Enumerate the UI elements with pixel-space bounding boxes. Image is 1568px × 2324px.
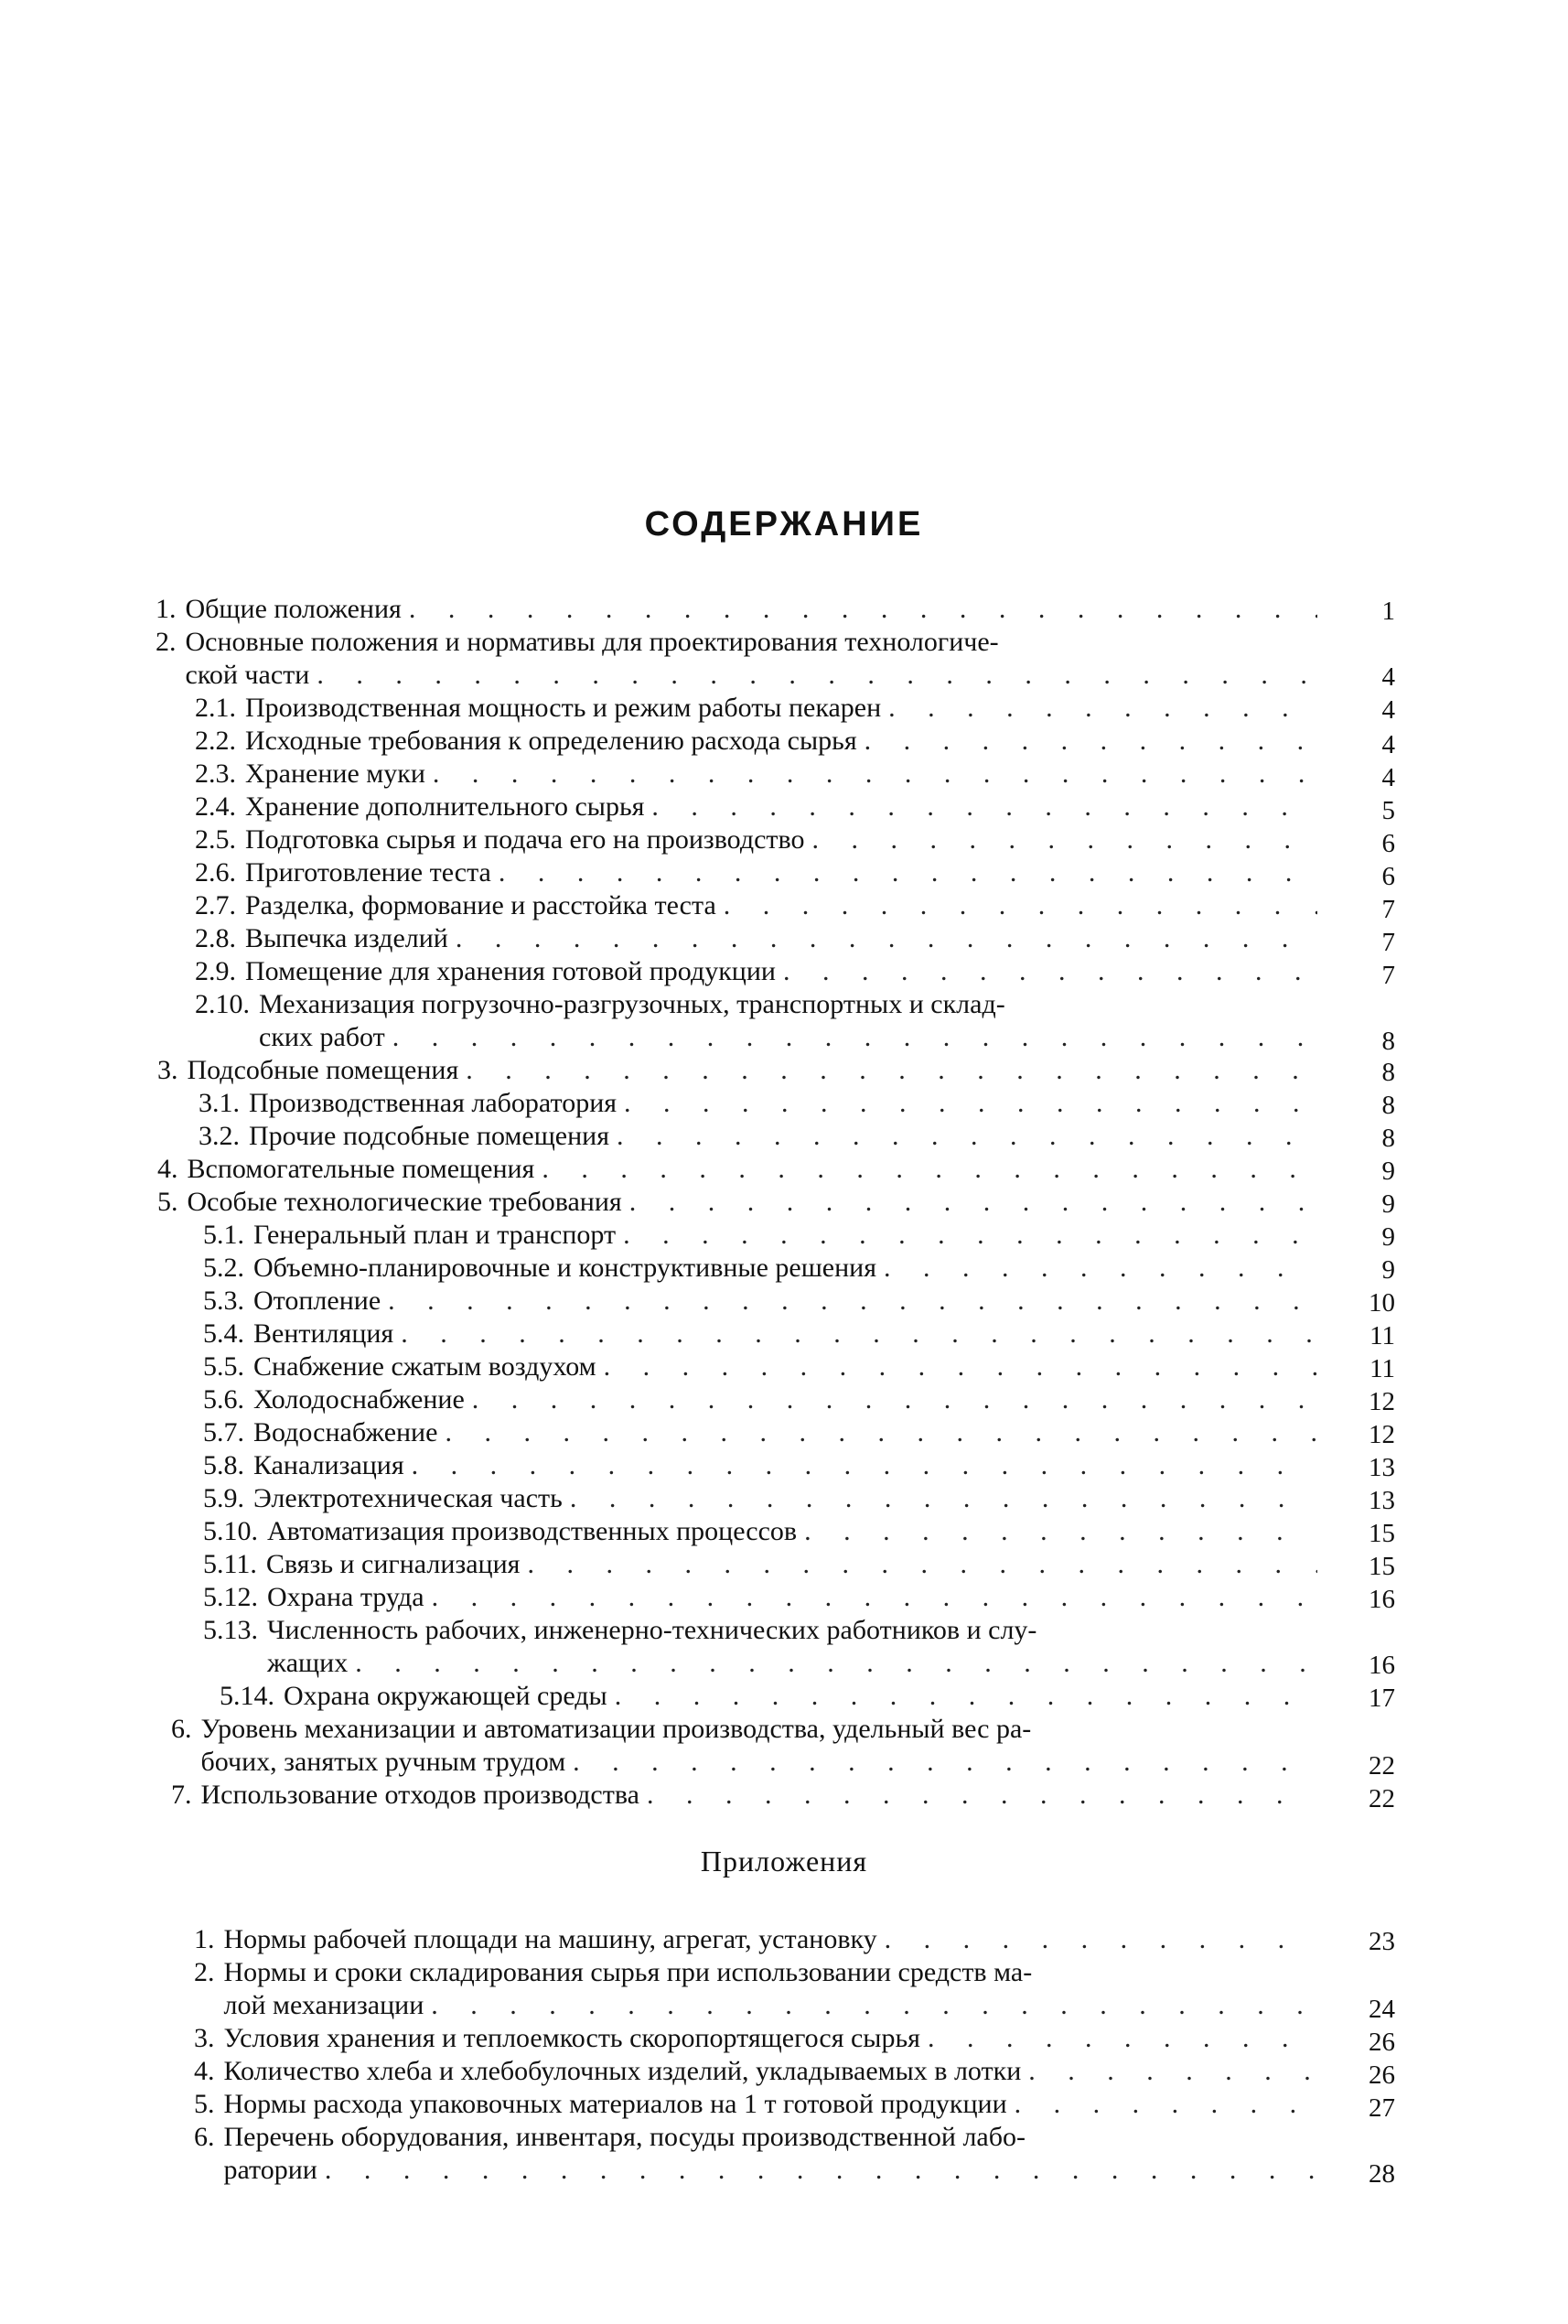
toc-number: 5.6. [203,1384,244,1415]
toc-title: Канализация [253,1450,404,1480]
toc-entry [195,922,1317,955]
toc-title: Электротехническая часть [253,1483,563,1513]
appendix-page-number: 28 [1369,2159,1395,2189]
toc-title: Охрана окружающей среды [284,1681,607,1711]
leader-dots [412,1449,1317,1482]
toc-entry [157,1054,1317,1087]
toc-title: Холодоснабжение [253,1384,465,1415]
appendix-title-continuation: ратории [223,2155,317,2185]
toc-entry [203,1252,1317,1285]
toc-title: Разделка, формование и расстойка теста [245,890,716,920]
toc-page-number: 1 [1381,597,1395,626]
toc-entry [156,626,1317,692]
toc-entry [195,823,1317,856]
toc-entry [199,1087,1317,1120]
appendix-title-continuation: лой механизации [223,1990,424,2020]
toc-page-number: 13 [1369,1486,1395,1515]
toc-number: 3.1. [199,1088,240,1118]
leader-dots [888,692,1317,725]
leader-dots [445,1416,1317,1449]
leader-dots [392,1021,1317,1054]
toc-number: 7. [171,1780,192,1810]
toc-title: Уровень механизации и автоматизации производства, удельный вес ра- [200,1714,1032,1744]
toc-entry [195,692,1317,725]
toc-page-number: 8 [1381,1058,1395,1087]
toc-title: Прочие подсобные помещения [249,1121,610,1151]
toc-title: Связь и сигнализация [265,1549,521,1579]
toc-number: 5.7. [203,1417,244,1447]
toc-page-number: 9 [1381,1255,1395,1285]
appendix-title: Нормы и сроки складирования сырья при использовании средств ма- [223,1957,1033,1987]
toc-number: 5.14. [220,1681,274,1711]
leader-dots [783,955,1317,988]
toc-number: 2.3. [195,759,236,789]
appendix-number: 4. [194,2056,215,2086]
toc-entry [203,1515,1317,1548]
leader-dots [570,1482,1317,1515]
leader-dots [623,1219,1317,1252]
leader-dots [651,791,1317,823]
toc-page-number: 7 [1381,928,1395,957]
toc-entry [195,955,1317,988]
toc-number: 3.2. [199,1121,240,1151]
toc-page-number: 8 [1381,1124,1395,1153]
toc-page-number: 9 [1381,1222,1395,1252]
toc-entry [195,725,1317,758]
toc-title: Отопление [253,1286,381,1316]
toc-entry [203,1449,1317,1482]
toc-entry [195,988,1317,1054]
toc-page-number: 4 [1381,695,1395,725]
toc-entry [195,758,1317,791]
appendix-page-number: 24 [1369,1995,1395,2024]
toc-page-number: 22 [1369,1784,1395,1813]
toc-page-number: 13 [1369,1453,1395,1482]
toc-title-continuation: ских работ [259,1022,385,1052]
toc-page-number: 17 [1369,1684,1395,1713]
leader-dots [629,1186,1317,1219]
toc-entry [203,1416,1317,1449]
toc-entry [157,1153,1317,1186]
leader-dots [542,1153,1317,1186]
toc-title: Численность рабочих, инженерно-технических работников и слу- [267,1615,1037,1645]
leader-dots [573,1746,1317,1779]
toc-entry [203,1219,1317,1252]
toc-title: Производственная мощность и режим работы пекарен [245,693,882,723]
toc-entry [171,1713,1317,1779]
leader-dots [401,1318,1317,1350]
appendix-title: Количество хлеба и хлебобулочных изделий, укладываемых в лотки [223,2056,1022,2086]
toc-title: Исходные требования к определению расхода сырья [245,726,857,756]
toc-title: Общие положения [185,594,402,624]
toc-page-number: 4 [1381,730,1395,759]
leader-dots [811,823,1317,856]
toc-number: 5.10. [203,1516,258,1546]
toc-number: 2.9. [195,956,236,986]
toc-entry [203,1383,1317,1416]
toc-page-number: 5 [1381,796,1395,825]
toc-number: 6. [171,1714,192,1744]
appendix-number: 3. [194,2023,215,2053]
leader-dots [804,1515,1317,1548]
appendix-entry [194,2121,1317,2187]
leader-dots [724,889,1317,922]
toc-number: 2.2. [195,726,236,756]
toc-title-continuation: жащих [267,1648,349,1678]
toc-title: Снабжение сжатым воздухом [253,1351,596,1382]
toc-page-number: 12 [1369,1420,1395,1449]
toc-number: 3. [157,1055,178,1085]
appendix-title: Перечень оборудования, инвентаря, посуды производственной лабо- [223,2122,1026,2152]
toc-entry [203,1350,1317,1383]
toc-entry [203,1581,1317,1614]
toc-title: Механизация погрузочно-разгрузочных, транспортных и склад- [259,989,1005,1019]
toc-page-number: 8 [1381,1027,1395,1056]
toc-title: Генеральный план и транспорт [253,1220,617,1250]
toc-title: Особые технологические требования [187,1187,622,1217]
toc-number: 2.1. [195,693,236,723]
leader-dots [325,2154,1317,2187]
toc-number: 5.1. [203,1220,244,1250]
toc-entry [203,1548,1317,1581]
toc-page-number: 9 [1381,1189,1395,1219]
appendix-entry [194,2088,1317,2121]
leader-dots [355,1647,1317,1680]
toc-page-number: 6 [1381,862,1395,891]
appendix-title: Приложения [700,1845,868,1877]
toc-entry [203,1614,1317,1680]
toc-title: Производственная лаборатория [249,1088,618,1118]
toc-number: 5.2. [203,1253,244,1283]
leader-dots [317,659,1317,692]
toc-number: 4. [157,1154,178,1184]
toc-number: 2.6. [195,857,236,888]
appendix-entry [194,1956,1317,2022]
toc-entry [156,593,1317,626]
toc-number: 2. [156,627,177,657]
toc-title: Хранение дополнительного сырья [245,791,645,822]
toc-title: Помещение для хранения готовой продукции [245,956,776,986]
toc-page-number: 12 [1369,1387,1395,1416]
leader-dots [466,1054,1317,1087]
toc-number: 2.8. [195,923,236,953]
toc-page-number: 15 [1369,1519,1395,1548]
toc-title: Выпечка изделий [245,923,448,953]
toc-page-number: 6 [1381,829,1395,858]
leader-dots [647,1779,1317,1812]
appendix-title: Нормы расхода упаковочных материалов на 1 т готовой продукции [223,2089,1007,2119]
leader-dots [615,1680,1317,1713]
toc-entry [195,791,1317,823]
toc-page-number: 8 [1381,1091,1395,1120]
leader-dots [865,725,1317,758]
toc-title: Подсобные помещения [187,1055,459,1085]
toc-title: Вспомогательные помещения [187,1154,535,1184]
toc-entry [203,1285,1317,1318]
toc-page-number: 4 [1381,662,1395,692]
appendix-number: 6. [194,2122,215,2152]
toc-entry [203,1482,1317,1515]
appendix-number: 1. [194,1924,215,1954]
appendix-number: 5. [194,2089,215,2119]
leader-dots [499,856,1317,889]
toc-page-number: 15 [1369,1552,1395,1581]
appendix-title: Условия хранения и теплоемкость скоропортящегося сырья [223,2023,920,2053]
appendix-page-number: 27 [1369,2093,1395,2123]
appendix-entry [194,2055,1317,2088]
toc-number: 5. [157,1187,178,1217]
toc-page-number: 22 [1369,1751,1395,1781]
appendix-page-number: 26 [1369,2060,1395,2090]
toc-number: 2.4. [195,791,236,822]
toc-page-number: 10 [1369,1288,1395,1318]
toc-title: Водоснабжение [253,1417,438,1447]
toc-page-number: 11 [1369,1354,1395,1383]
toc-number: 5.9. [203,1483,244,1513]
toc-number: 5.4. [203,1318,244,1349]
toc-number: 2.10. [195,989,250,1019]
leader-dots [1015,2088,1317,2121]
toc-number: 1. [156,594,177,624]
leader-dots [928,2022,1317,2055]
toc-page-number: 7 [1381,961,1395,990]
leader-dots [1028,2055,1317,2088]
toc-entry [195,856,1317,889]
appendix-page-number: 26 [1369,2028,1395,2057]
toc-number: 5.5. [203,1351,244,1382]
toc-title: Приготовление теста [245,857,491,888]
toc-page-number: 4 [1381,763,1395,792]
leader-dots [456,922,1317,955]
toc-number: 5.11. [203,1549,257,1579]
toc-entry [220,1680,1317,1713]
toc-number: 5.3. [203,1286,244,1316]
leader-dots [432,1581,1317,1614]
toc-number: 5.13. [203,1615,258,1645]
toc-entry [199,1120,1317,1153]
toc-title: Использование отходов производства [200,1780,639,1810]
leader-dots [885,1923,1317,1956]
toc-number: 5.8. [203,1450,244,1480]
toc-title: Подготовка сырья и подача его на производство [245,824,805,855]
leader-dots [433,758,1317,791]
toc-entry [157,1186,1317,1219]
appendix-entry [194,2022,1317,2055]
appendix-number: 2. [194,1957,215,1987]
leader-dots [409,593,1317,626]
leader-dots [884,1252,1317,1285]
appendix-title: Нормы рабочей площади на машину, агрегат, установку [223,1924,877,1954]
leader-dots [472,1383,1317,1416]
toc-title: Хранение муки [245,759,425,789]
toc-title: Охрана труда [267,1582,424,1612]
leader-dots [527,1548,1317,1581]
toc-number: 2.5. [195,824,236,855]
leader-dots [604,1350,1317,1383]
leader-dots [617,1120,1317,1153]
toc-title: Вентиляция [253,1318,394,1349]
toc-title-continuation: бочих, занятых ручным трудом [200,1747,566,1777]
leader-dots [431,1989,1317,2022]
toc-page-number: 11 [1369,1321,1395,1350]
toc-number: 5.12. [203,1582,258,1612]
toc-page-number: 7 [1381,895,1395,924]
page-title: СОДЕРЖАНИЕ [644,505,924,543]
appendix-page-number: 23 [1369,1927,1395,1956]
toc-entry [195,889,1317,922]
toc-number: 2.7. [195,890,236,920]
toc-entry [203,1318,1317,1350]
toc-page-number: 16 [1369,1651,1395,1680]
appendix-entry [194,1923,1317,1956]
toc-entry [171,1779,1317,1812]
toc-title: Автоматизация производственных процессов [267,1516,798,1546]
leader-dots [624,1087,1317,1120]
toc-page-number: 16 [1369,1585,1395,1614]
toc-title: Основные положения и нормативы для проектирования технологиче- [185,627,999,657]
toc-title: Объемно-планировочные и конструктивные решения [253,1253,877,1283]
leader-dots [388,1285,1317,1318]
toc-title-continuation: ской части [185,660,310,690]
toc-page-number: 9 [1381,1157,1395,1186]
